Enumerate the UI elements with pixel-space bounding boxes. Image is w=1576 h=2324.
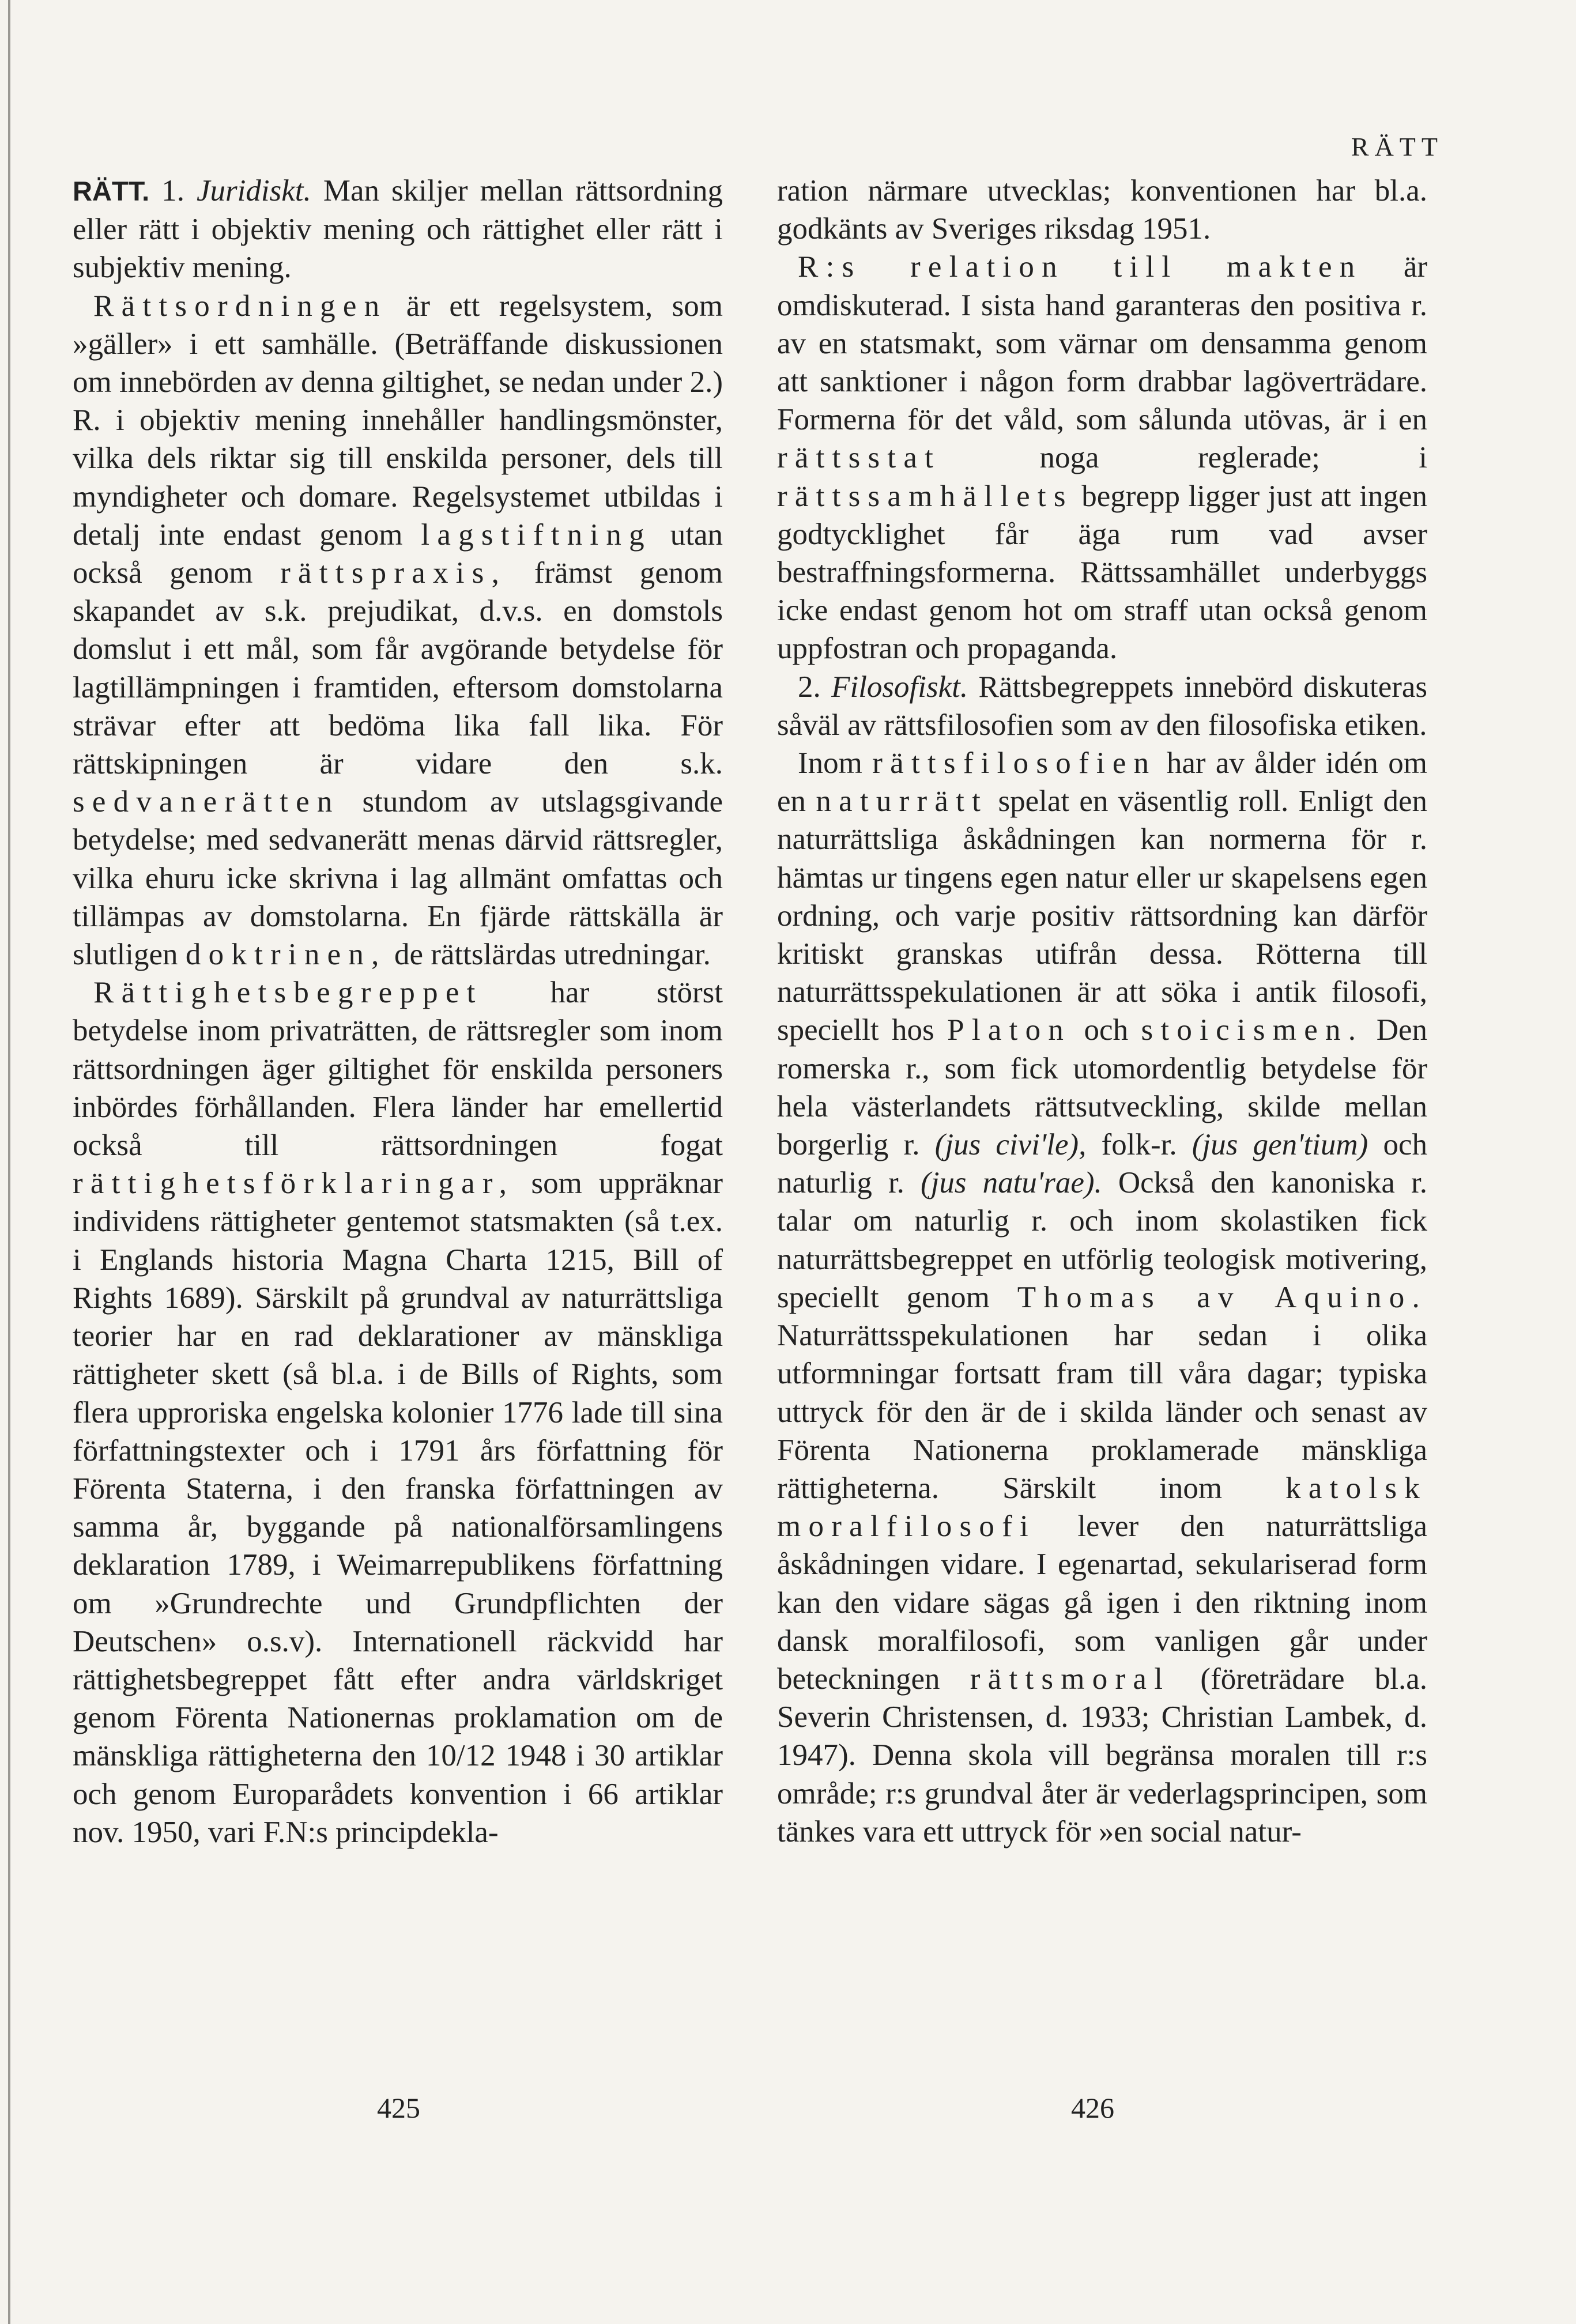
latin-term: (jus natu'rae).: [921, 1166, 1102, 1200]
paragraph: Rättighetsbegreppet har störst betydelse inom privaträtten, de rättsregler som inom rättsordningen äger giltighet för enskilda personers inbördes förhållanden. Flera länder har emellertid också till rättsordningen fogat rättighetsförklaringar, som uppräknar individens rättigheter gentemot statsmakten (så t.ex. i Englands historia Magna Charta 1215, Bill of Rights 1689). Särskilt på grundval av naturrättsliga teorier har en rad deklarationer av mänskliga rättigheter skett (så bl.a. i de Bills of Rights, som flera upproriska engelska kolonier 1776 lade till sina författningstexter och i 1791 års författning för Förenta Staterna, i den franska författningen av samma år, byggande på nationalförsamlingens deklaration 1789, i Weimarrepublikens författning om »Grundrechte und Grundpflichten der Deutschen» o.s.v). Internationell räckvidd har rättighetsbegreppet fått efter andra världskriget genom Förenta Nationernas proklamation om de mänskliga rättigheterna den 10/12 1948 i 30 artiklar och genom Europarådets konvention i 66 artiklar nov. 1950, vari F.N:s principdekla-: [73, 976, 723, 1849]
latin-term: (jus gen'tium): [1192, 1128, 1368, 1162]
paragraph: ration närmare utvecklas; konventionen har bl.a. godkänts av Sveriges riksdag 1951.: [777, 174, 1427, 246]
latin-term: (jus civi'le),: [934, 1128, 1087, 1162]
left-column: [73, 172, 723, 1851]
running-head: RÄTT: [1351, 132, 1443, 161]
spaced-term: Thomas av Aquino.: [1017, 1280, 1427, 1314]
spaced-term: Rättighetsbegreppet: [93, 976, 483, 1010]
spaced-term: Platon: [947, 1013, 1072, 1047]
spaced-term: doktrinen,: [185, 938, 387, 972]
spaced-term: sedvanerätten: [73, 785, 340, 819]
page-number: 426: [1071, 2092, 1114, 2124]
spaced-term: rättspraxis,: [280, 556, 507, 590]
section-title: Juridiskt.: [197, 174, 311, 207]
spaced-term: rättsfilosofien: [872, 746, 1157, 780]
spaced-term: stoicismen.: [1141, 1013, 1364, 1047]
paragraph: RÄTT. 1. Juridiskt. Man skiljer mellan rättsordning eller rätt i objektiv mening och rättighet eller rätt i subjektiv mening.: [73, 174, 723, 285]
paragraph: 2. Filosofiskt. Rättsbegreppets innebörd diskuteras såväl av rättsfilosofien som av den filosofiska etiken.: [777, 670, 1428, 742]
page-number: 425: [377, 2092, 420, 2124]
paragraph: Inom rättsfilosofien har av ålder idén om en naturrätt spelat en väsentlig roll. Enligt den naturrättsliga åskådningen kan normerna för r. hämtas ur tingens egen natur eller ur skapelsens egen ordning, och varje positiv rättsordning kan därför kritiskt granskas utifrån dessa. Rötterna till naturrättsspekulationen är att söka i antik filosofi, speciellt hos Platon och stoicismen. Den romerska r., som fick utomordentlig betydelse för hela västerlandets rättsutveckling, skilde mellan borgerlig r. (jus civi'le), folk-r. (jus gen'tium) och naturlig r. (jus natu'rae). Också den kanoniska r. talar om naturlig r. och inom skolastiken fick naturrättsbegreppet en utförlig teologisk motivering, speciellt genom Thomas av Aquino. Naturrättsspekulationen har sedan i olika utformningar fortsatt fram till våra dagar; typiska uttryck för den är de i skilda länder och senast av Förenta Nationerna proklamerade mänskliga rättigheterna. Särskilt inom katolsk moralfilosofi lever den naturrättsliga åskådningen vidare. I egenartad, sekulariserad form kan den vidare sägas gå igen i den riktning inom dansk moralfilosofi, som vanligen går under beteckningen rättsmoral (företrädare bl.a. Severin Christensen, d. 1933; Christian Lambek, d. 1947). Denna skola vill begränsa moralen till r:s område; r:s grundval åter är vederlagsprincipen, som tänkes vara ett uttryck för »en social natur-: [777, 746, 1428, 1848]
section-title: Filosofiskt.: [831, 670, 968, 704]
headword: RÄTT.: [73, 176, 150, 206]
right-column: [777, 172, 1427, 1851]
spaced-term: naturrätt: [816, 784, 989, 818]
page-edge: [8, 0, 10, 2324]
paragraph: Rättsordningen är ett regelsystem, som »gäller» i ett samhälle. (Beträffande diskussionen om innebörden av denna giltighet, se nedan under 2.) R. i objektiv mening innehåller handlingsmönster, vilka dels riktar sig till enskilda personer, dels till myndigheter och domare. Regelsystemet utbildas i detalj inte endast genom lagstiftning utan också genom rättspraxis, främst genom skapandet av s.k. prejudikat, d.v.s. en domstols domslut i ett mål, som får avgörande betydelse för lagtillämpningen i framtiden, eftersom domstolarna strävar efter att bedöma lika fall lika. För rättskipningen är vidare den s.k. sedvanerätten stundom av utslagsgivande betydelse; med sedvanerätt menas därvid rättsregler, vilka ehuru icke skrivna i lag allmänt omfattas och tillämpas av domstolarna. En fjärde rättskälla är slutligen doktrinen, de rättslärdas utredningar.: [73, 289, 723, 972]
spaced-term: R:s relation till makten: [798, 250, 1363, 284]
spaced-term: rättighetsförklaringar,: [73, 1167, 515, 1201]
spaced-term: rättsstat: [777, 441, 941, 475]
paragraph: R:s relation till makten är omdiskuterad. I sista hand garanteras den positiva r. av en statsmakt, som värnar om densamma genom att sanktioner i någon form drabbar lagöverträdare. Formerna för det våld, som sålunda utövas, är i en rättsstat noga reglerade; i rättssamhällets begrepp ligger just att ingen godtycklighet får äga rum vad avser bestraffningsformerna. Rättssamhället underbyggs icke endast genom hot om straff utan också genom uppfostran och propaganda.: [777, 250, 1428, 666]
spaced-term: rättsmoral: [970, 1662, 1171, 1696]
spaced-term: katolsk moralfilosofi: [777, 1471, 1427, 1544]
spaced-term: rättssamhällets: [777, 479, 1073, 513]
spaced-term: Rättsordningen: [93, 289, 387, 323]
spaced-term: lagstiftning: [421, 518, 652, 552]
